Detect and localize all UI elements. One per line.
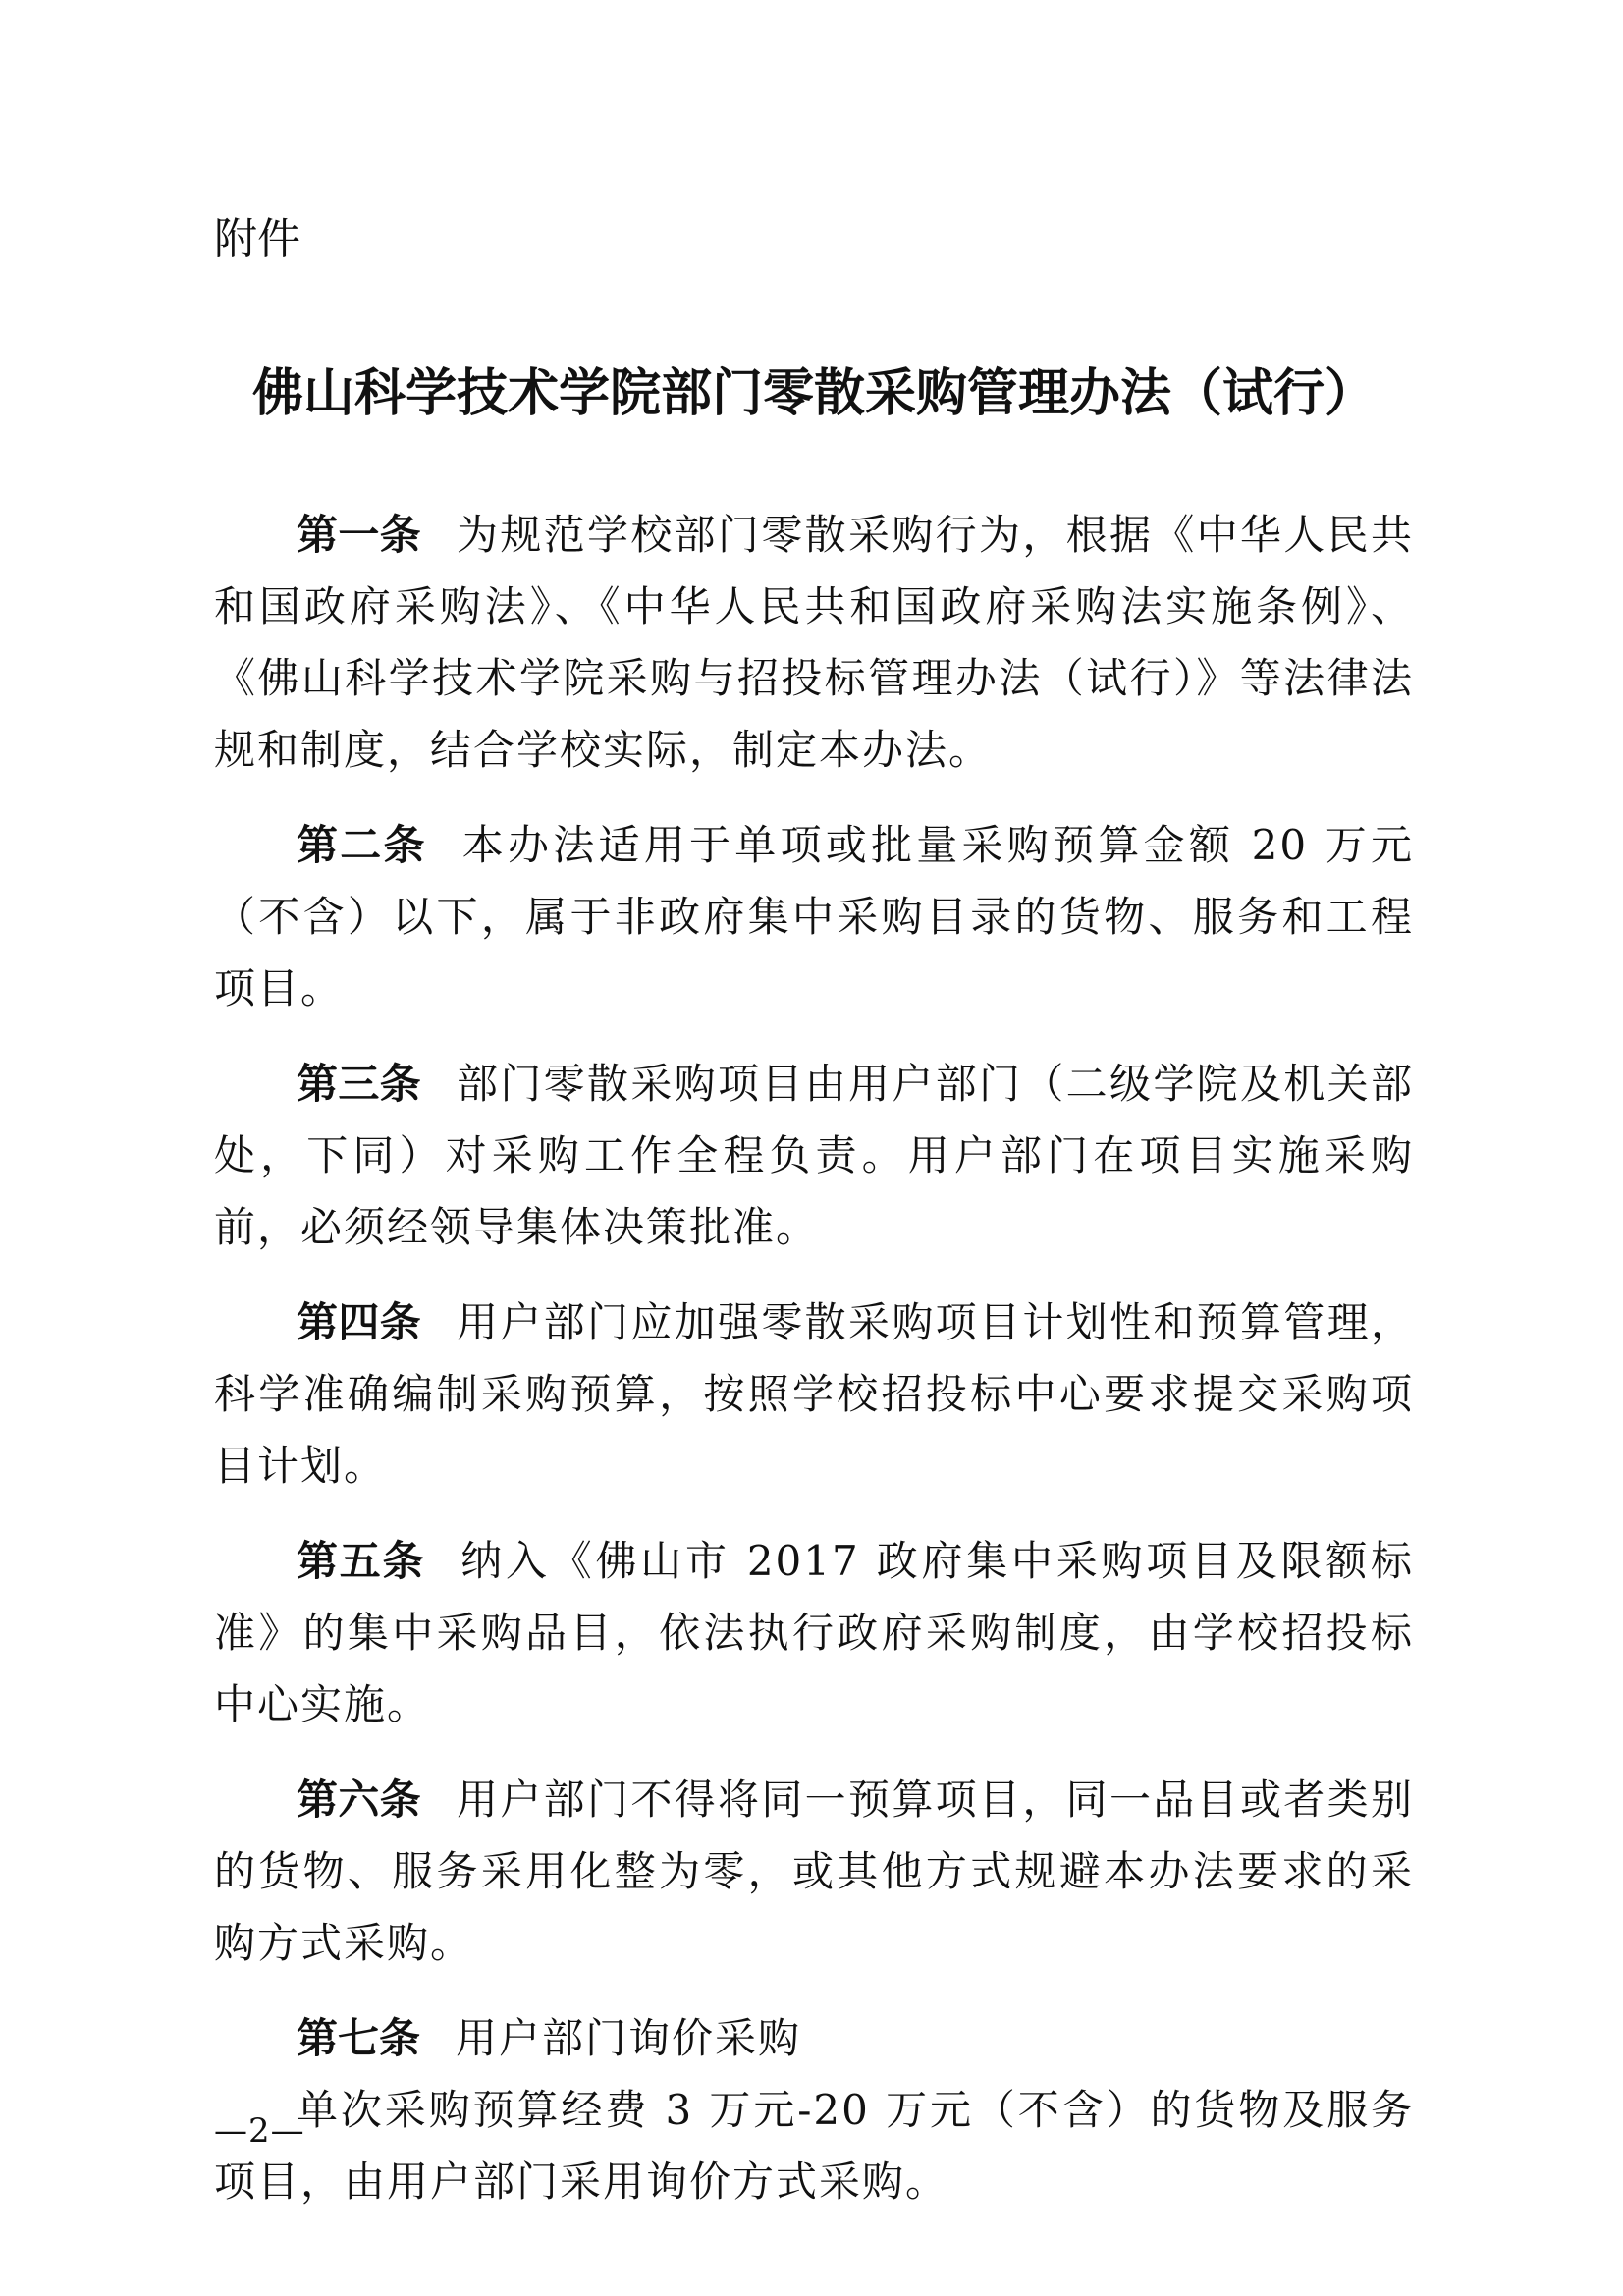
article-7-paragraph: 单次采购预算经费 3 万元-20 万元（不含）的货物及服务项目，由用户部门采用询价方式采购。 xyxy=(214,2086,1414,2206)
article-7 xyxy=(214,2002,1414,2074)
article-heading: 第五条 xyxy=(297,1537,426,1585)
article-heading: 第四条 xyxy=(297,1298,421,1346)
document-body xyxy=(214,499,1414,2241)
article-text: 纳入《佛山市 2017 政府集中采购项目及限额标准》的集中采购品目，依法执行政府采购制度，由学校招投标中心实施。 xyxy=(214,1537,1414,1728)
article-heading: 第二条 xyxy=(297,821,427,869)
article-5 xyxy=(214,1525,1414,1740)
article-text: 部门零散采购项目由用户部门（二级学院及机关部处，下同）对采购工作全程负责。用户部门在项目实施采购前，必须经领导集体决策批准。 xyxy=(214,1060,1414,1251)
article-6 xyxy=(214,1764,1414,1979)
article-4 xyxy=(214,1286,1414,1502)
attachment-label: 附件 xyxy=(214,214,300,264)
article-3 xyxy=(214,1048,1414,1263)
article-text: 用户部门应加强零散采购项目计划性和预算管理，科学准确编制采购预算，按照学校招投标中心要求提交采购项目计划。 xyxy=(214,1298,1414,1490)
article-heading: 第一条 xyxy=(297,511,421,559)
article-heading: 第六条 xyxy=(297,1776,421,1824)
article-heading: 第三条 xyxy=(297,1060,421,1108)
article-heading: 第七条 xyxy=(297,2014,421,2062)
article-2 xyxy=(214,809,1414,1024)
article-text: 用户部门询价采购 xyxy=(456,2014,802,2062)
article-text: 本办法适用于单项或批量采购预算金额 20 万元（不含）以下，属于非政府集中采购目录的货物、服务和工程项目。 xyxy=(214,821,1414,1012)
document-title: 佛山科学技术学院部门零散采购管理办法（试行） xyxy=(251,364,1376,423)
article-text: 为规范学校部门零散采购行为，根据《中华人民共和国政府采购法》、《中华人民共和国政府采购法实施条例》、《佛山科学技术学院采购与招投标管理办法（试行）》等法律法规和制度，结合学校实际，制定本办法。 xyxy=(214,511,1414,774)
article-1 xyxy=(214,499,1414,786)
page-number: —2— xyxy=(214,2111,305,2151)
article-text: 用户部门不得将同一预算项目，同一品目或者类别的货物、服务采用化整为零，或其他方式规避本办法要求的采购方式采购。 xyxy=(214,1776,1414,1967)
